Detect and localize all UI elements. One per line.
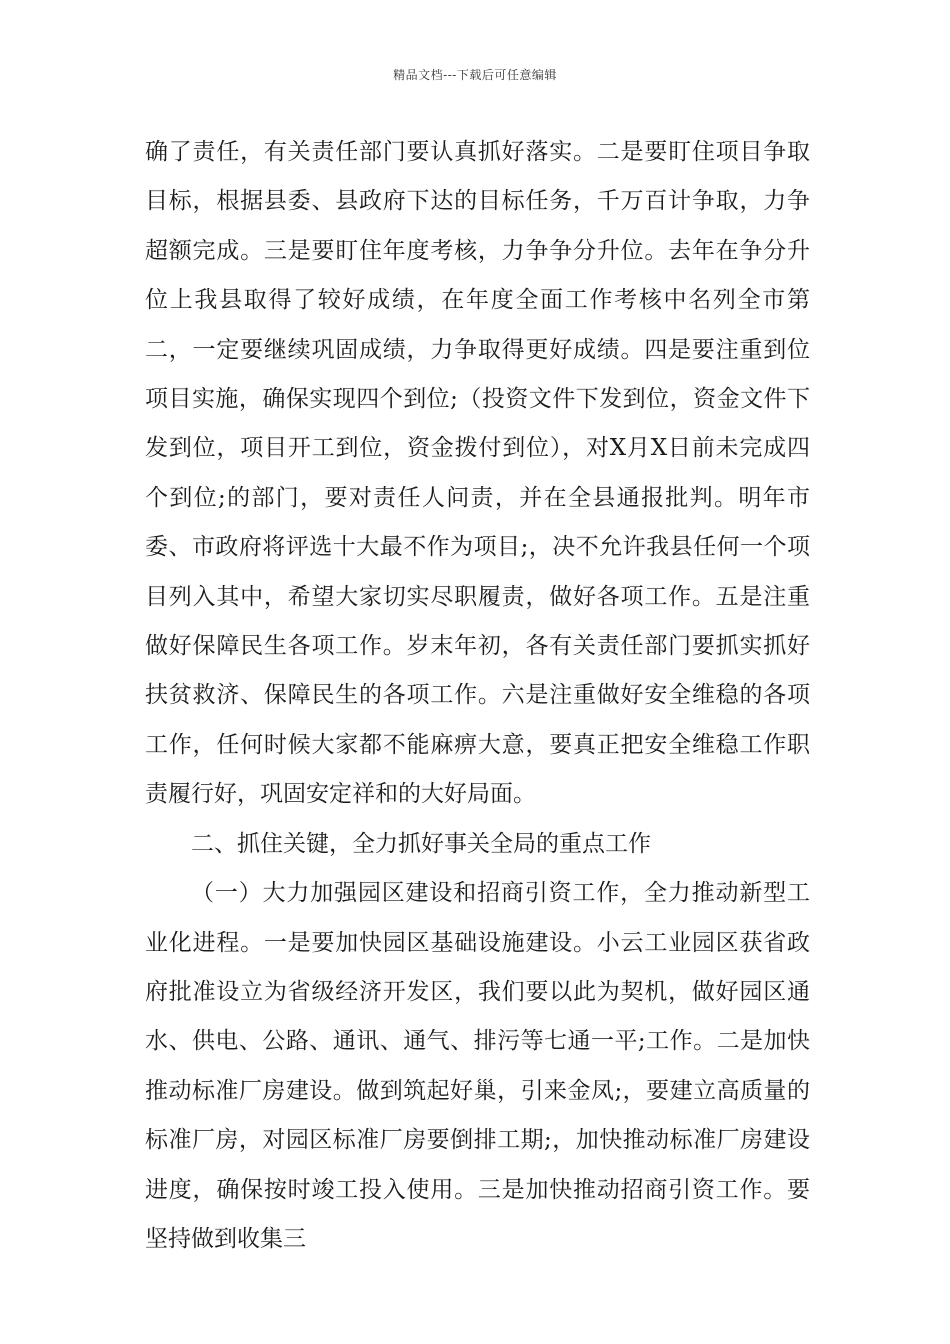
paragraph-continuation: 确了责任，有关责任部门要认真抓好落实。二是要盯住项目争取目标，根据县委、县政府下达的目标任务，千万百计争取，力争超额完成。三是要盯住年度考核，力争争分升位。去年在争分升位上我县取得了较好成绩，在年度全面工作考核中名列全市第二，一定要继续巩固成绩，力争取得更好成绩。四是要注重到位项目实施，确保实现四个到位;（投资文件下发到位，资金文件下发到位，项目开工到位，资金拨付到位），对X月X日前未完成四个到位;的部门，要对责任人问责，并在全县通报批判。明年市委、市政府将评选十大最不作为项目;，决不允许我县任何一个项目列入其中，希望大家切实尽职履责，做好各项工作。五是注重做好保障民生各项工作。岁末年初，各有关责任部门要抓实抓好扶贫救济、保障民生的各项工作。六是注重做好安全维稳的各项工作，任何时候大家都不能麻痹大意，要真正把安全维稳工作职责履行好，巩固安定祥和的大好局面。 <box>145 139 810 808</box>
section-heading: 二、抓住关键，全力抓好事关全局的重点工作 <box>191 830 651 857</box>
page-header: 精品文档---下载后可任意编辑 <box>393 68 557 82</box>
paragraph-subsection-1: （一）大力加强园区建设和招商引资工作，全力推动新型工业化进程。一是要加快园区基础设施建设。小云工业园区获省政府批准设立为省级经济开发区，我们要以此为契机，做好园区通水、供电、公路、通讯、通气、排污等七通一平;工作。二是加快推动标准厂房建设。做到筑起好巢，引来金凤;，要建立高质量的标准厂房，对园区标准厂房要倒排工期;，加快推动标准厂房建设进度，确保按时竣工投入使用。三是加快推动招商引资工作。要坚持做到收集三 <box>145 880 810 1252</box>
document-body <box>145 128 810 1264</box>
